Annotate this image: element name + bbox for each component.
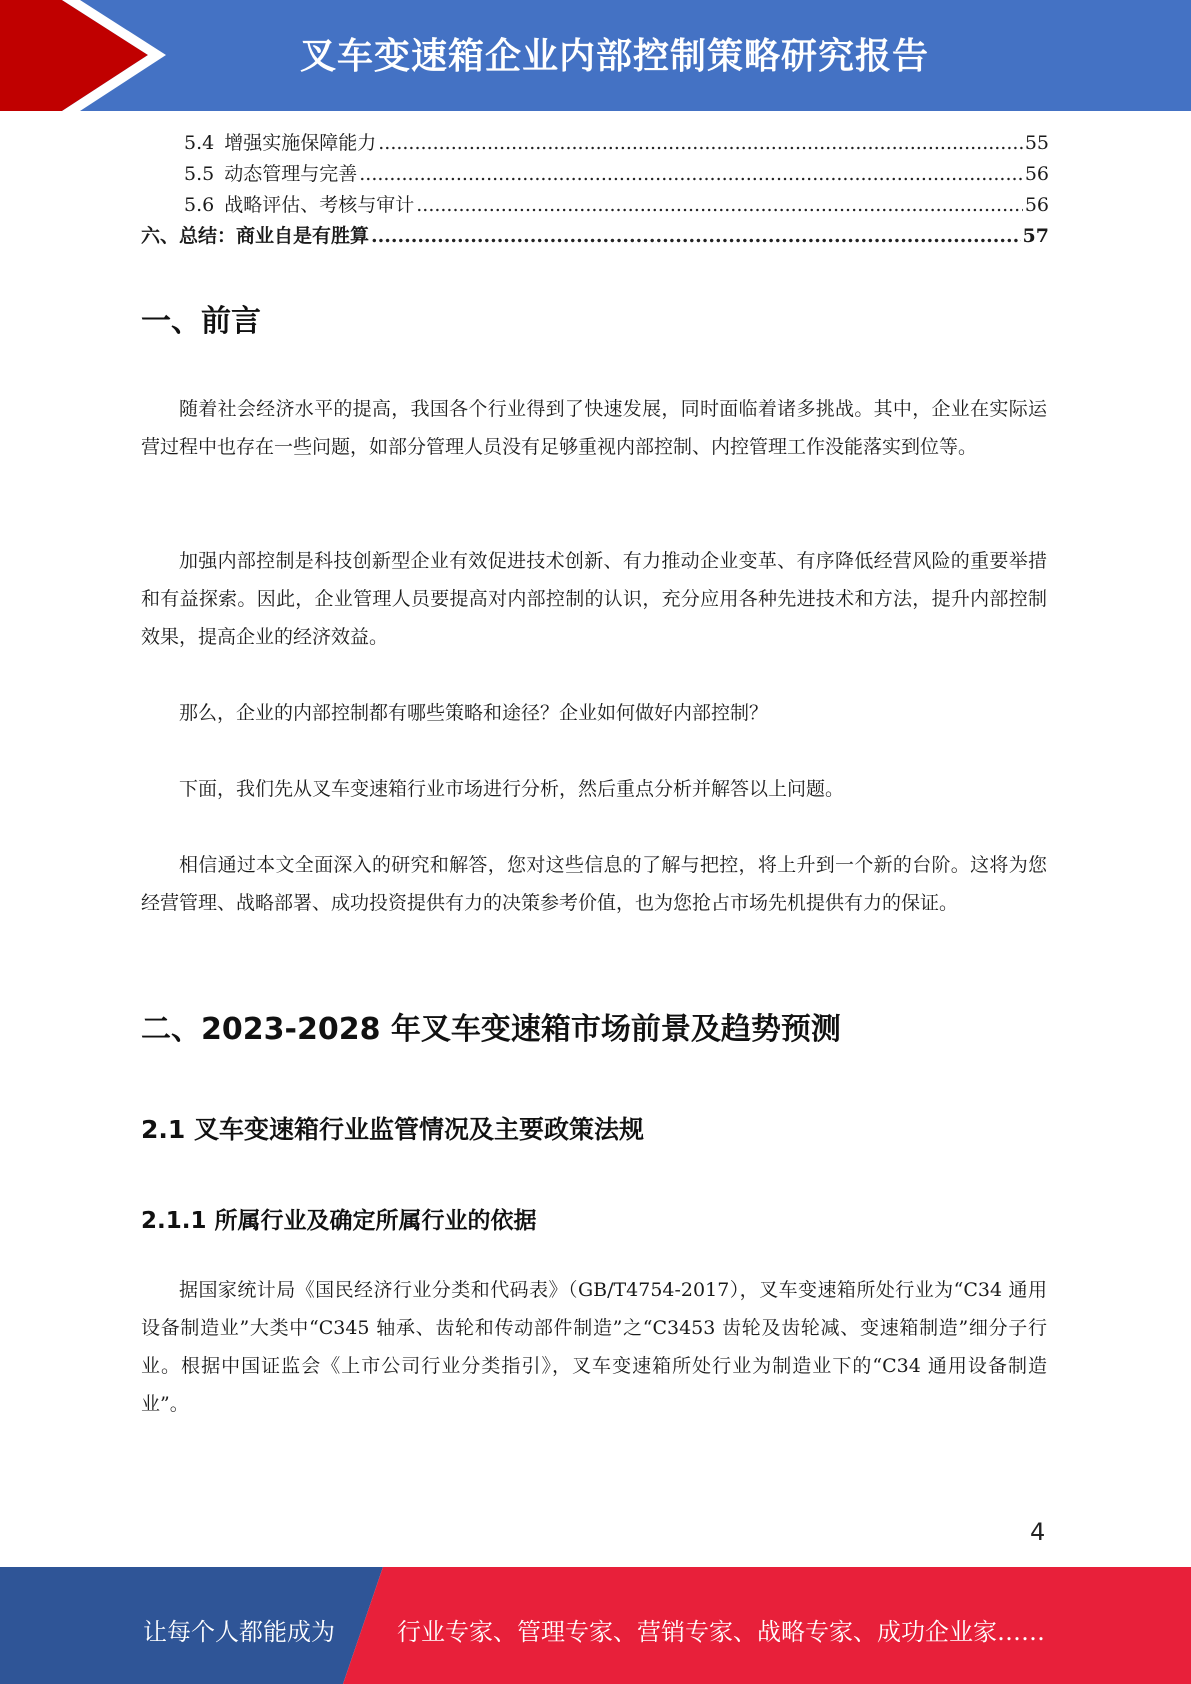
- report-title: 叉车变速箱企业内部控制策略研究报告: [300, 36, 930, 77]
- toc-entry-number: 5.4: [184, 132, 215, 154]
- table-of-contents: [141, 128, 1049, 252]
- toc-entry[interactable]: [141, 221, 1049, 252]
- paragraph: 那么，企业的内部控制都有哪些策略和途径？企业如何做好内部控制？: [179, 702, 769, 724]
- toc-dot-leader: [378, 128, 1023, 159]
- toc-entry[interactable]: [141, 190, 1049, 221]
- toc-entry-page: 57: [1022, 225, 1049, 247]
- toc-entry-label: 战略评估、考核与审计: [224, 194, 415, 216]
- toc-entry-number: 5.6: [184, 194, 215, 216]
- footer-slogan-left: 让每个人都能成为: [143, 1618, 335, 1646]
- toc-entry-label: 六、总结：商业自是有胜算: [141, 225, 370, 247]
- page-header: [0, 0, 1191, 111]
- toc-dot-leader: [359, 159, 1023, 190]
- paragraph: 相信通过本文全面深入的研究和解答，您对这些信息的了解与把控，将上升到一个新的台阶。这将为您经营管理、战略部署、成功投资提供有力的决策参考价值，也为您抢占市场先机提供有力的保证。: [141, 854, 1047, 914]
- toc-entry-page: 56: [1024, 194, 1049, 216]
- page-footer: [0, 1567, 1191, 1684]
- paragraph: 随着社会经济水平的提高，我国各个行业得到了快速发展，同时面临着诸多挑战。其中，企业在实际运营过程中也存在一些问题，如部分管理人员没有足够重视内部控制、内控管理工作没能落实到位等。: [141, 398, 1047, 458]
- section-heading-market-forecast: 二、2023-2028 年叉车变速箱市场前景及趋势预测: [141, 1012, 841, 1047]
- paragraph: 据国家统计局《国民经济行业分类和代码表》（GB/T4754-2017），叉车变速箱所处行业为“C34 通用设备制造业”大类中“C345 轴承、齿轮和传动部件制造”之“C3453 齿轮及齿轮减、变速箱制造”细分子行业。根据中国证监会《上市公司行业分类指引》，叉车变速箱所处行业为制造业下的“C34 通用设备制造业”。: [141, 1279, 1047, 1415]
- toc-entry-label: 增强实施保障能力: [224, 132, 377, 154]
- subsection-heading: 2.1 叉车变速箱行业监管情况及主要政策法规: [141, 1115, 644, 1144]
- toc-entry-page: 55: [1024, 132, 1049, 154]
- toc-entry[interactable]: [141, 159, 1049, 190]
- paragraph: 下面，我们先从叉车变速箱行业市场进行分析，然后重点分析并解答以上问题。: [179, 778, 845, 800]
- toc-dot-leader: [371, 221, 1021, 252]
- toc-dot-leader: [416, 190, 1023, 221]
- footer-slogan-right: 行业专家、管理专家、营销专家、战略专家、成功企业家……: [397, 1618, 1045, 1646]
- section-heading-preface: 一、前言: [141, 304, 261, 339]
- toc-entry-label: 动态管理与完善: [224, 163, 358, 185]
- toc-entry-number: 5.5: [184, 163, 215, 185]
- page-number: 4: [1030, 1518, 1046, 1546]
- paragraph: 加强内部控制是科技创新型企业有效促进技术创新、有力推动企业变革、有序降低经营风险的重要举措和有益探索。因此，企业管理人员要提高对内部控制的认识，充分应用各种先进技术和方法，提升内部控制效果，提高企业的经济效益。: [141, 550, 1047, 648]
- toc-entry[interactable]: [141, 128, 1049, 159]
- toc-entry-page: 56: [1024, 163, 1049, 185]
- subsubsection-heading: 2.1.1 所属行业及确定所属行业的依据: [141, 1208, 537, 1234]
